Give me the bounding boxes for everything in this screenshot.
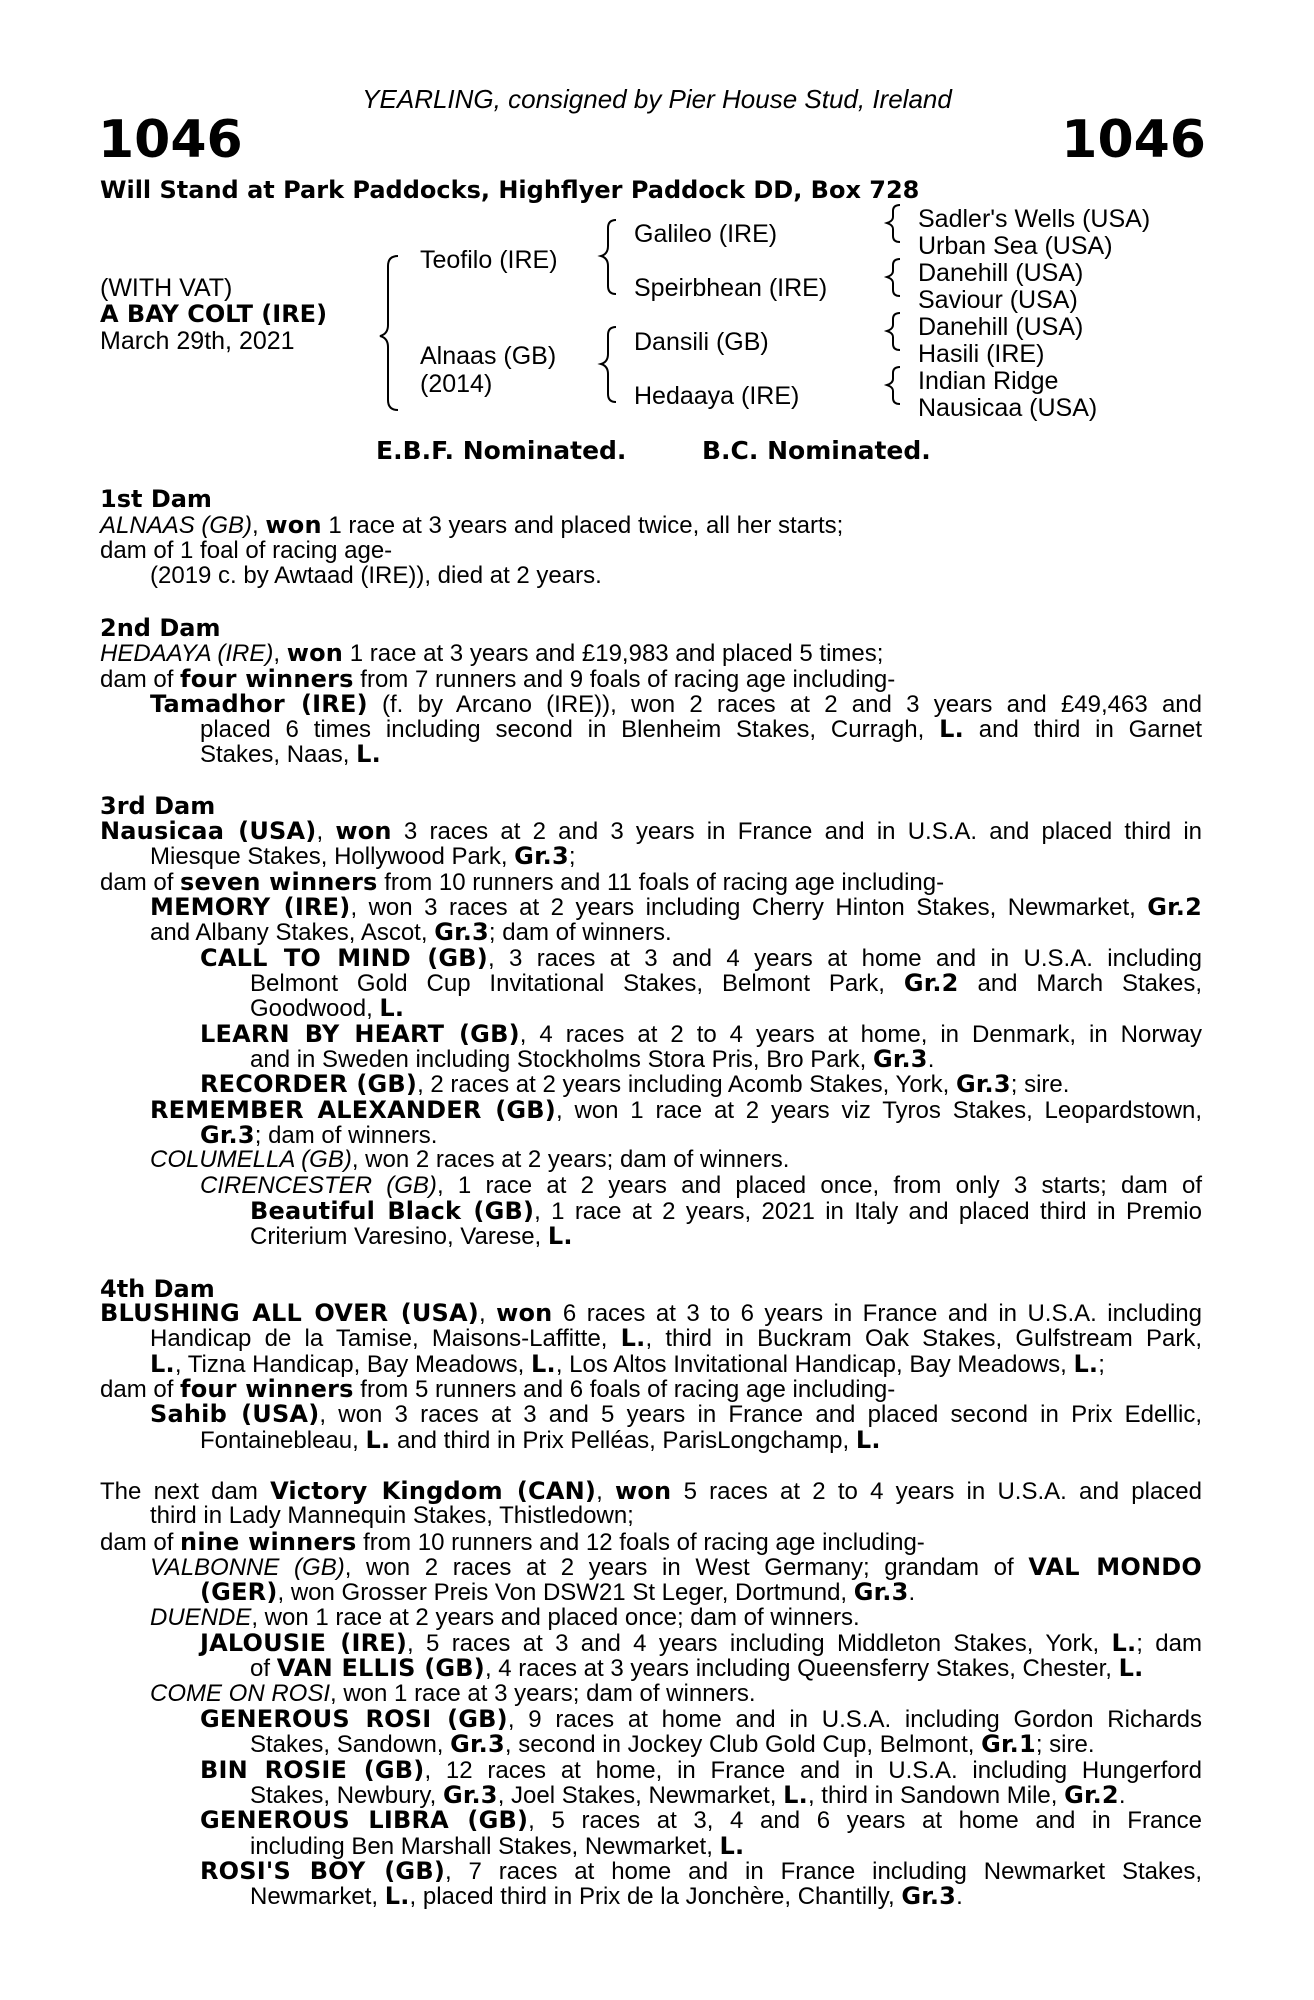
fourth-dam-line: Handicap de la Tamise, Maisons-Laffitte, L., third in Buckram Oak Stakes, Gulfstream Park, — [150, 1324, 1202, 1352]
second-dam-line: HEDAAYA (IRE), won 1 race at 3 years and £19,983 and placed 5 times; — [100, 639, 884, 667]
next-dam-line: dam of nine winners from 10 runners and 12 foals of racing age including- — [100, 1528, 925, 1556]
next-dam-line: GENEROUS ROSI (GB), 9 races at home and in U.S.A. including Gordon Richards — [200, 1705, 1202, 1733]
next-dam-line: Stakes, Newbury, Gr.3, Joel Stakes, Newmarket, L., third in Sandown Mile, Gr.2. — [250, 1781, 1126, 1809]
next-dam-line: Newmarket, L., placed third in Prix de la Jonchère, Chantilly, Gr.3. — [250, 1882, 963, 1910]
ssd: Urban Sea (USA) — [918, 232, 1113, 260]
third-dam-line: COLUMELLA (GB), won 2 races at 2 years; dam of winners. — [150, 1146, 790, 1173]
next-dam-line: DUENDE, won 1 race at 2 years and placed once; dam of winners. — [150, 1604, 860, 1631]
sire: Teofilo (IRE) — [420, 246, 558, 274]
third-dam-line: Belmont Gold Cup Invitational Stakes, Belmont Park, Gr.2 and March Stakes, — [250, 969, 1203, 997]
first-dam-line: dam of 1 foal of racing age- — [100, 537, 393, 564]
ddd: Nausicaa (USA) — [918, 394, 1098, 422]
fourth-dam-title: 4th Dam — [100, 1275, 215, 1303]
consignment-line: YEARLING, consigned by Pier House Stud, Ireland — [362, 84, 952, 114]
third-dam-line: REMEMBER ALEXANDER (GB), won 1 race at 2 years viz Tyros Stakes, Leopardstown, — [150, 1096, 1202, 1124]
sire-dam: Speirbhean (IRE) — [634, 274, 828, 302]
third-dam-line: RECORDER (GB), 2 races at 2 years including Acomb Stakes, York, Gr.3; sire. — [200, 1070, 1070, 1098]
dam: Alnaas (GB) — [420, 342, 557, 370]
fourth-dam-line: dam of four winners from 5 runners and 6 foals of racing age including- — [100, 1375, 896, 1403]
third-dam-line: Criterium Varesino, Varese, L. — [250, 1222, 573, 1250]
third-dam-line: CIRENCESTER (GB), 1 race at 2 years and placed once, from only 3 starts; dam of — [200, 1172, 1202, 1199]
next-dam-line: (GER), won Grosser Preis Von DSW21 St Leger, Dortmund, Gr.3. — [200, 1578, 916, 1606]
horse-name: A BAY COLT (IRE) — [100, 300, 328, 328]
next-dam-line: JALOUSIE (IRE), 5 races at 3 and 4 years including Middleton Stakes, York, L.; dam — [200, 1629, 1202, 1657]
second-dam-line: Stakes, Naas, L. — [200, 740, 381, 768]
dss: Danehill (USA) — [918, 313, 1084, 341]
third-dam-line: MEMORY (IRE), won 3 races at 2 years including Cherry Hinton Stakes, Newmarket, Gr.2 — [150, 893, 1203, 921]
stand-location: Will Stand at Park Paddocks, Highflyer Paddock DD, Box 728 — [100, 176, 920, 204]
ebf-nomination: E.B.F. Nominated. — [376, 436, 627, 465]
dam-sire: Dansili (GB) — [634, 328, 769, 356]
third-dam-line: dam of seven winners from 10 runners and 11 foals of racing age including- — [100, 868, 945, 896]
second-dam-title: 2nd Dam — [100, 614, 221, 642]
third-dam-line: CALL TO MIND (GB), 3 races at 3 and 4 years at home and in U.S.A. including — [200, 944, 1203, 972]
next-dam-line: The next dam Victory Kingdom (CAN), won 5 races at 2 to 4 years in U.S.A. and placed — [100, 1477, 1202, 1505]
second-dam-line: placed 6 times including second in Blenheim Stakes, Curragh, L. and third in Garnet — [200, 715, 1202, 743]
next-dam-line: GENEROUS LIBRA (GB), 5 races at 3, 4 and 6 years at home and in France — [200, 1806, 1202, 1834]
third-dam-line: Gr.3; dam of winners. — [200, 1121, 438, 1149]
third-dam-line: and in Sweden including Stockholms Stora Pris, Bro Park, Gr.3. — [250, 1045, 935, 1073]
fourth-dam-line: Fontainebleau, L. and third in Prix Pelléas, ParisLongchamp, L. — [200, 1426, 881, 1454]
third-dam-line: Beautiful Black (GB), 1 race at 2 years, 2021 in Italy and placed third in Premio — [250, 1197, 1202, 1225]
third-dam-line: Miesque Stakes, Hollywood Park, Gr.3; — [150, 842, 576, 870]
dds: Indian Ridge — [918, 367, 1059, 395]
next-dam-line: COME ON ROSI, won 1 race at 3 years; dam of winners. — [150, 1680, 756, 1707]
sds: Danehill (USA) — [918, 259, 1084, 287]
first-dam-line: (2019 c. by Awtaad (IRE)), died at 2 years. — [150, 562, 602, 589]
third-dam-line: LEARN BY HEART (GB), 4 races at 2 to 4 years at home, in Denmark, in Norway — [200, 1020, 1203, 1048]
first-dam-title: 1st Dam — [100, 485, 212, 513]
third-dam-line: Goodwood, L. — [250, 994, 405, 1022]
foaling-date: March 29th, 2021 — [100, 327, 295, 355]
fourth-dam-line: L., Tizna Handicap, Bay Meadows, L., Los Altos Invitational Handicap, Bay Meadows, L.; — [150, 1350, 1105, 1378]
second-dam-line: dam of four winners from 7 runners and 9 foals of racing age including- — [100, 665, 896, 693]
fourth-dam-line: Sahib (USA), won 3 races at 3 and 5 years in France and placed second in Prix Edellic, — [150, 1400, 1202, 1428]
next-dam-line: of VAN ELLIS (GB), 4 races at 3 years including Queensferry Stakes, Chester, L. — [250, 1654, 1144, 1682]
sire-sire: Galileo (IRE) — [634, 220, 778, 248]
next-dam-line: ROSI'S BOY (GB), 7 races at home and in France including Newmarket Stakes, — [200, 1857, 1203, 1885]
lot-number-left: 1046 — [98, 110, 243, 170]
dam-dam: Hedaaya (IRE) — [634, 382, 800, 410]
next-dam-line: including Ben Marshall Stakes, Newmarket, L. — [250, 1832, 745, 1860]
dsd: Hasili (IRE) — [918, 340, 1045, 368]
vat-note: (WITH VAT) — [100, 274, 233, 302]
next-dam-line: VALBONNE (GB), won 2 races at 2 years in West Germany; grandam of VAL MONDO — [150, 1553, 1202, 1581]
next-dam-line: BIN ROSIE (GB), 12 races at home, in France and in U.S.A. including Hungerford — [200, 1756, 1202, 1784]
first-dam-line: ALNAAS (GB), won 1 race at 3 years and placed twice, all her starts; — [100, 511, 844, 539]
lot-number-right: 1046 — [1061, 110, 1206, 170]
fourth-dam-line: BLUSHING ALL OVER (USA), won 6 races at 3 to 6 years in France and in U.S.A. including — [100, 1299, 1202, 1327]
third-dam-line: Nausicaa (USA), won 3 races at 2 and 3 years in France and in U.S.A. and placed third in — [100, 817, 1203, 845]
third-dam-title: 3rd Dam — [100, 792, 216, 820]
bc-nomination: B.C. Nominated. — [702, 436, 931, 465]
next-dam-line: third in Lady Mannequin Stakes, Thistledown; — [150, 1502, 634, 1529]
dam-year: (2014) — [420, 370, 493, 398]
third-dam-line: and Albany Stakes, Ascot, Gr.3; dam of winners. — [150, 918, 672, 946]
sss: Sadler's Wells (USA) — [918, 205, 1151, 233]
second-dam-line: Tamadhor (IRE) (f. by Arcano (IRE)), won 2 races at 2 and 3 years and £49,463 and — [150, 690, 1202, 718]
next-dam-line: Stakes, Sandown, Gr.3, second in Jockey Club Gold Cup, Belmont, Gr.1; sire. — [250, 1730, 1095, 1758]
sdd: Saviour (USA) — [918, 286, 1078, 314]
